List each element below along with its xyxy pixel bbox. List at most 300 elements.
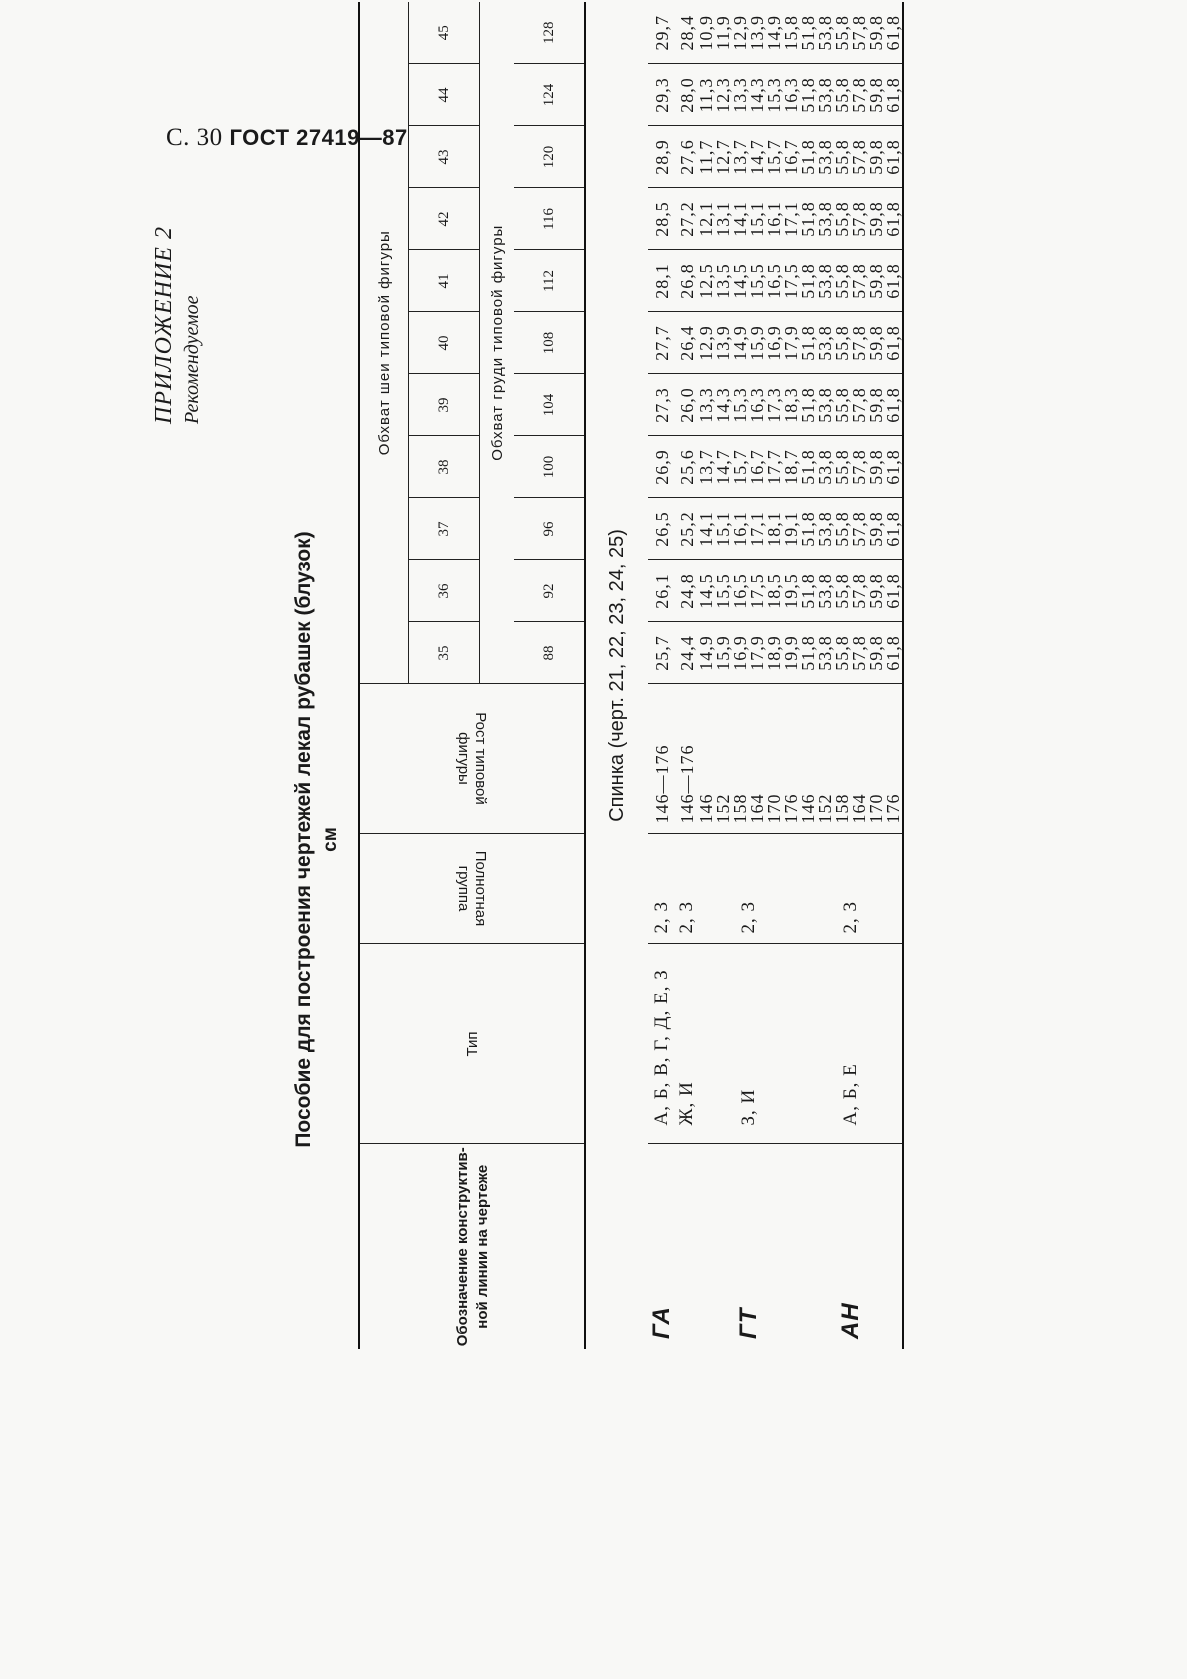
table-row <box>698 2 800 1349</box>
value-stack-line: 26,8 <box>676 263 697 299</box>
value-stack <box>676 563 697 620</box>
value-cell <box>698 374 800 436</box>
chest-girth-96: 96 <box>514 498 585 560</box>
value-stack-line: 25,7 <box>651 635 672 671</box>
value-stack-line: 14,3 <box>747 77 767 113</box>
value-stack-line: 59,8 <box>866 449 886 485</box>
value-stack-line: 61,8 <box>883 635 903 671</box>
value-stack-line: 18,9 <box>764 635 784 671</box>
value-stack-line: 51,8 <box>798 573 818 609</box>
fullness-group: 2, 3 <box>676 834 698 944</box>
value-stack-line: 26,9 <box>651 449 672 485</box>
value-stack-line: 61,8 <box>883 201 903 237</box>
value-cell <box>698 436 800 498</box>
fullness-group: 2, 3 <box>698 834 800 944</box>
value-stack-line: 55,8 <box>832 201 852 237</box>
value-stack-line: 13,7 <box>730 139 750 175</box>
value-stack-line: 12,7 <box>713 139 733 175</box>
value-stack-line: 61,8 <box>883 77 903 113</box>
height-values-line: 170 <box>866 793 886 824</box>
appendix-title: ПРИЛОЖЕНИЕ 2 <box>151 226 177 424</box>
figure-type: Ж, И <box>676 944 698 1144</box>
value-stack-line: 27,3 <box>651 387 672 423</box>
value-cell <box>800 560 903 622</box>
value-cell <box>676 250 698 312</box>
chest-girth-120: 120 <box>514 126 585 188</box>
value-stack-line: 28,0 <box>676 77 697 113</box>
value-stack-line: 29,3 <box>651 77 672 113</box>
value-cell <box>800 64 903 126</box>
value-stack <box>698 501 800 558</box>
neck-girth-44: 44 <box>409 64 480 126</box>
neck-girth-42: 42 <box>409 188 480 250</box>
header-code-text: Обозначение конструктив-ной линии на чертеже <box>454 1147 491 1347</box>
header-height <box>359 684 585 834</box>
value-stack <box>698 563 800 620</box>
value-stack <box>800 439 902 496</box>
neck-girth-45: 45 <box>409 2 480 64</box>
table-row <box>648 2 676 1349</box>
value-stack-line: 53,8 <box>815 14 835 51</box>
value-cell <box>676 622 698 684</box>
value-stack <box>698 191 800 248</box>
value-cell <box>648 188 676 250</box>
value-stack-line: 51,8 <box>798 14 818 51</box>
value-cell <box>800 312 903 374</box>
value-stack-line: 59,8 <box>866 14 886 51</box>
value-stack-line: 15,3 <box>764 77 784 113</box>
chest-girth-116: 116 <box>514 188 585 250</box>
value-stack-line: 51,8 <box>798 77 818 113</box>
value-stack-line: 61,8 <box>883 139 903 175</box>
value-stack-line: 25,6 <box>676 449 697 485</box>
figure-type: З, И <box>698 944 800 1144</box>
value-cell <box>698 622 800 684</box>
height-values-line: 146 <box>696 793 716 824</box>
chest-girth-112: 112 <box>514 250 585 312</box>
value-stack-line: 61,8 <box>883 14 903 51</box>
value-stack-line: 17,5 <box>747 573 767 609</box>
chest-girth-88: 88 <box>514 622 585 684</box>
value-cell <box>698 126 800 188</box>
figure-type: А, Б, В, Г, Д, Е, З <box>648 944 676 1144</box>
chest-girth-108: 108 <box>514 312 585 374</box>
value-stack-line: 25,2 <box>676 511 697 547</box>
appendix-subtitle: Рекомендуемое <box>181 295 203 424</box>
value-stack-line: 26,4 <box>676 325 697 361</box>
value-stack <box>676 501 697 558</box>
height-values-line: 170 <box>764 793 784 824</box>
value-stack <box>676 315 697 372</box>
value-stack-line: 57,8 <box>849 325 869 361</box>
chest-girth-100: 100 <box>514 436 585 498</box>
value-stack-line: 53,8 <box>815 139 835 175</box>
value-stack-line: 51,8 <box>798 387 818 423</box>
value-stack-line: 17,5 <box>781 263 801 299</box>
value-stack-line: 51,8 <box>798 635 818 671</box>
value-stack <box>800 4 902 62</box>
value-stack-line: 12,9 <box>696 325 716 361</box>
value-stack <box>698 625 800 682</box>
value-cell <box>648 436 676 498</box>
value-stack-line: 27,6 <box>676 139 697 175</box>
value-stack <box>698 129 800 186</box>
value-stack-line: 59,8 <box>866 573 886 609</box>
value-stack <box>800 129 902 186</box>
value-stack-line: 53,8 <box>815 387 835 423</box>
value-stack <box>651 377 672 434</box>
value-stack-line: 57,8 <box>849 511 869 547</box>
value-stack-line: 61,8 <box>883 511 903 547</box>
value-cell <box>648 126 676 188</box>
value-stack-line: 15,5 <box>747 263 767 299</box>
value-stack <box>800 253 902 310</box>
value-stack-line: 17,1 <box>781 201 801 237</box>
value-stack-line: 16,7 <box>781 139 801 175</box>
value-stack-line: 19,5 <box>781 573 801 609</box>
value-stack-line: 29,7 <box>651 14 672 51</box>
value-cell <box>648 250 676 312</box>
value-stack-line: 15,7 <box>730 449 750 485</box>
value-stack-line: 17,9 <box>747 635 767 671</box>
value-stack <box>698 377 800 434</box>
header-height-text: Рост типовой фигуры <box>454 712 489 806</box>
line-code: ГТ <box>735 1307 762 1339</box>
value-stack-line: 16,1 <box>730 511 750 547</box>
neck-girth-40: 40 <box>409 312 480 374</box>
value-cell <box>698 64 800 126</box>
figure-height <box>648 684 676 834</box>
value-stack-line: 55,8 <box>832 325 852 361</box>
value-cell <box>648 64 676 126</box>
page-number: С. 30 <box>166 124 223 151</box>
value-stack <box>651 67 672 124</box>
neck-girth-35: 35 <box>409 622 480 684</box>
table-title: Пособие для построения чертежей лекал рубашек (блузок) <box>292 531 315 1148</box>
height-values-line: 158 <box>832 793 852 824</box>
value-stack-line: 13,3 <box>696 387 716 423</box>
value-stack <box>698 315 800 372</box>
value-stack-line: 26,5 <box>651 511 672 547</box>
value-stack-line: 61,8 <box>883 325 903 361</box>
value-stack <box>800 377 902 434</box>
value-stack-line: 17,7 <box>764 449 784 485</box>
value-stack-line: 13,7 <box>696 449 716 485</box>
value-stack-line: 24,4 <box>676 635 697 671</box>
value-cell <box>676 560 698 622</box>
value-stack-line: 13,5 <box>713 263 733 299</box>
header-type-text: Тип <box>464 1031 481 1057</box>
value-stack-line: 51,8 <box>798 449 818 485</box>
value-stack-line: 51,8 <box>798 325 818 361</box>
value-stack-line: 53,8 <box>815 201 835 237</box>
value-stack-line: 16,3 <box>747 387 767 423</box>
height-values-line: 164 <box>849 793 869 824</box>
value-stack <box>676 625 697 682</box>
neck-girth-38: 38 <box>409 436 480 498</box>
standard-code: ГОСТ 27419—87 <box>229 125 408 150</box>
value-stack-line: 18,1 <box>764 511 784 547</box>
value-stack-line: 61,8 <box>883 449 903 485</box>
value-stack-line: 15,9 <box>713 635 733 671</box>
line-code: АН <box>800 1144 903 1349</box>
value-stack <box>651 253 672 310</box>
value-stack <box>698 67 800 124</box>
value-stack-line: 59,8 <box>866 511 886 547</box>
figure-height <box>698 684 800 834</box>
value-stack-line: 11,3 <box>696 77 716 113</box>
value-stack <box>800 501 902 558</box>
value-stack <box>676 4 697 62</box>
height-values-line: 146 <box>798 793 818 824</box>
value-stack-line: 14,7 <box>747 139 767 175</box>
value-cell <box>648 374 676 436</box>
value-stack <box>651 4 672 62</box>
header-group <box>359 834 585 944</box>
value-stack-line: 53,8 <box>815 635 835 671</box>
header-chest-girth: Обхват груди типовой фигуры <box>480 2 515 684</box>
neck-girth-43: 43 <box>409 126 480 188</box>
value-stack-line: 28,1 <box>651 263 672 299</box>
value-stack-line: 57,8 <box>849 387 869 423</box>
value-cell <box>676 436 698 498</box>
value-cell <box>800 436 903 498</box>
table-row <box>676 2 698 1349</box>
value-stack-line: 51,8 <box>798 263 818 299</box>
value-stack-line: 51,8 <box>798 201 818 237</box>
value-cell <box>676 188 698 250</box>
value-stack-line: 55,8 <box>832 449 852 485</box>
value-stack-line: 16,5 <box>730 573 750 609</box>
value-stack-line: 24,8 <box>676 573 697 609</box>
value-stack-line: 17,3 <box>764 387 784 423</box>
value-cell <box>800 188 903 250</box>
value-cell <box>800 126 903 188</box>
value-stack <box>800 625 902 682</box>
value-stack-line: 15,5 <box>713 573 733 609</box>
value-stack-line: 55,8 <box>832 77 852 113</box>
height-values <box>651 685 672 824</box>
value-stack-line: 17,9 <box>781 325 801 361</box>
value-stack-line: 14,5 <box>730 263 750 299</box>
value-stack-line: 61,8 <box>883 573 903 609</box>
value-stack-line: 59,8 <box>866 387 886 423</box>
value-stack-line: 19,9 <box>781 635 801 671</box>
height-values-line: 146—176 <box>676 744 697 824</box>
figure-type: А, Б, Е <box>800 944 903 1144</box>
figure-height <box>800 684 903 834</box>
value-stack-line: 12,1 <box>696 201 716 237</box>
value-stack-line: 16,9 <box>764 325 784 361</box>
value-stack-line: 57,8 <box>849 139 869 175</box>
value-cell <box>800 250 903 312</box>
value-stack-line: 59,8 <box>866 635 886 671</box>
value-stack-line: 61,8 <box>883 387 903 423</box>
height-values <box>676 685 697 824</box>
value-cell <box>698 560 800 622</box>
value-stack <box>676 253 697 310</box>
value-stack-line: 55,8 <box>832 14 852 51</box>
value-stack-line: 57,8 <box>849 573 869 609</box>
value-stack <box>676 377 697 434</box>
value-stack-line: 53,8 <box>815 573 835 609</box>
value-stack-line: 16,3 <box>781 77 801 113</box>
height-values-line: 146—176 <box>651 744 672 824</box>
appendix-label <box>150 226 206 424</box>
value-cell <box>698 2 800 64</box>
value-stack-line: 57,8 <box>849 77 869 113</box>
value-stack-line: 53,8 <box>815 263 835 299</box>
value-stack-line: 59,8 <box>866 201 886 237</box>
value-stack <box>676 129 697 186</box>
value-stack-line: 15,9 <box>747 325 767 361</box>
value-stack-line: 55,8 <box>832 387 852 423</box>
chest-girth-104: 104 <box>514 374 585 436</box>
value-stack-line: 11,9 <box>713 15 733 51</box>
value-stack-line: 14,3 <box>713 387 733 423</box>
value-stack-line: 26,1 <box>651 573 672 609</box>
value-cell <box>800 2 903 64</box>
value-stack-line: 15,8 <box>781 14 801 51</box>
value-stack-line: 13,9 <box>713 325 733 361</box>
value-cell <box>676 312 698 374</box>
value-cell <box>698 498 800 560</box>
height-values-line: 176 <box>883 793 903 824</box>
value-stack-line: 55,8 <box>832 263 852 299</box>
value-stack <box>676 67 697 124</box>
value-cell <box>676 498 698 560</box>
value-stack <box>651 439 672 496</box>
value-stack <box>698 439 800 496</box>
value-stack-line: 57,8 <box>849 14 869 51</box>
value-stack-line: 15,7 <box>764 139 784 175</box>
value-stack-line: 12,3 <box>713 77 733 113</box>
value-stack <box>676 439 697 496</box>
value-stack-line: 14,7 <box>713 449 733 485</box>
value-cell <box>698 250 800 312</box>
value-stack <box>651 563 672 620</box>
header-code <box>359 1144 585 1349</box>
value-stack-line: 14,1 <box>696 511 716 547</box>
value-stack-line: 61,8 <box>883 263 903 299</box>
value-stack <box>800 563 902 620</box>
height-values <box>698 685 800 824</box>
value-stack-line: 10,9 <box>696 14 716 51</box>
measurement-table <box>358 2 904 1349</box>
value-cell <box>676 374 698 436</box>
value-cell <box>648 498 676 560</box>
value-stack-line: 53,8 <box>815 77 835 113</box>
value-stack-line: 15,1 <box>713 511 733 547</box>
value-stack <box>651 129 672 186</box>
value-cell <box>648 2 676 64</box>
value-cell <box>800 622 903 684</box>
value-stack-line: 18,7 <box>781 449 801 485</box>
value-stack-line: 13,3 <box>730 77 750 113</box>
neck-girth-36: 36 <box>409 560 480 622</box>
neck-girth-37: 37 <box>409 498 480 560</box>
value-stack <box>651 501 672 558</box>
unit-label: см <box>320 827 341 852</box>
value-stack <box>800 191 902 248</box>
height-values-line: 176 <box>781 793 801 824</box>
neck-girth-41: 41 <box>409 250 480 312</box>
height-values-line: 152 <box>713 793 733 824</box>
value-cell <box>698 188 800 250</box>
value-stack-line: 14,1 <box>730 201 750 237</box>
value-cell <box>648 560 676 622</box>
value-stack-line: 53,8 <box>815 449 835 485</box>
value-stack <box>698 4 800 62</box>
value-stack-line: 55,8 <box>832 511 852 547</box>
value-stack-line: 55,8 <box>832 635 852 671</box>
value-stack-line: 16,9 <box>730 635 750 671</box>
value-stack-line: 59,8 <box>866 263 886 299</box>
value-stack-line: 55,8 <box>832 573 852 609</box>
value-stack-line: 51,8 <box>798 139 818 175</box>
line-code <box>676 1144 698 1349</box>
header-neck-girth: Обхват шеи типовой фигуры <box>359 2 409 684</box>
value-stack-line: 59,8 <box>866 325 886 361</box>
value-cell <box>698 312 800 374</box>
value-stack-line: 14,9 <box>696 635 716 671</box>
value-stack-line: 14,9 <box>764 14 784 51</box>
value-stack-line: 27,7 <box>651 325 672 361</box>
value-stack-line: 53,8 <box>815 511 835 547</box>
value-stack-line: 57,8 <box>849 635 869 671</box>
value-stack-line: 57,8 <box>849 263 869 299</box>
value-stack-line: 28,4 <box>676 14 697 51</box>
value-stack-line: 16,5 <box>764 263 784 299</box>
height-values-line: 164 <box>747 793 767 824</box>
value-stack-line: 16,7 <box>747 449 767 485</box>
value-stack-line: 57,8 <box>849 201 869 237</box>
value-stack-line: 14,5 <box>696 573 716 609</box>
value-stack-line: 13,9 <box>747 14 767 51</box>
value-stack <box>651 315 672 372</box>
value-stack <box>800 67 902 124</box>
value-stack-line: 16,1 <box>764 201 784 237</box>
value-cell <box>676 126 698 188</box>
value-stack-line: 14,9 <box>730 325 750 361</box>
value-stack <box>800 315 902 372</box>
neck-girth-39: 39 <box>409 374 480 436</box>
value-stack-line: 13,1 <box>713 201 733 237</box>
value-stack <box>698 253 800 310</box>
value-cell <box>676 64 698 126</box>
value-stack-line: 57,8 <box>849 449 869 485</box>
value-stack-line: 12,5 <box>696 263 716 299</box>
value-stack-line: 59,8 <box>866 77 886 113</box>
fullness-group: 2, 3 <box>648 834 676 944</box>
value-stack <box>676 191 697 248</box>
table-row <box>800 2 903 1349</box>
value-stack-line: 53,8 <box>815 325 835 361</box>
value-cell <box>800 374 903 436</box>
value-stack-line: 55,8 <box>832 139 852 175</box>
figure-height <box>676 684 698 834</box>
header-group-text: Полнотная группа <box>454 851 489 927</box>
value-stack-line: 28,9 <box>651 139 672 175</box>
value-cell <box>648 312 676 374</box>
value-stack-line: 27,2 <box>676 201 697 237</box>
value-stack-line: 15,1 <box>747 201 767 237</box>
value-stack-line: 18,3 <box>781 387 801 423</box>
value-stack-line: 51,8 <box>798 511 818 547</box>
header-type <box>359 944 585 1144</box>
value-stack <box>651 191 672 248</box>
fullness-group: 2, 3 <box>800 834 903 944</box>
